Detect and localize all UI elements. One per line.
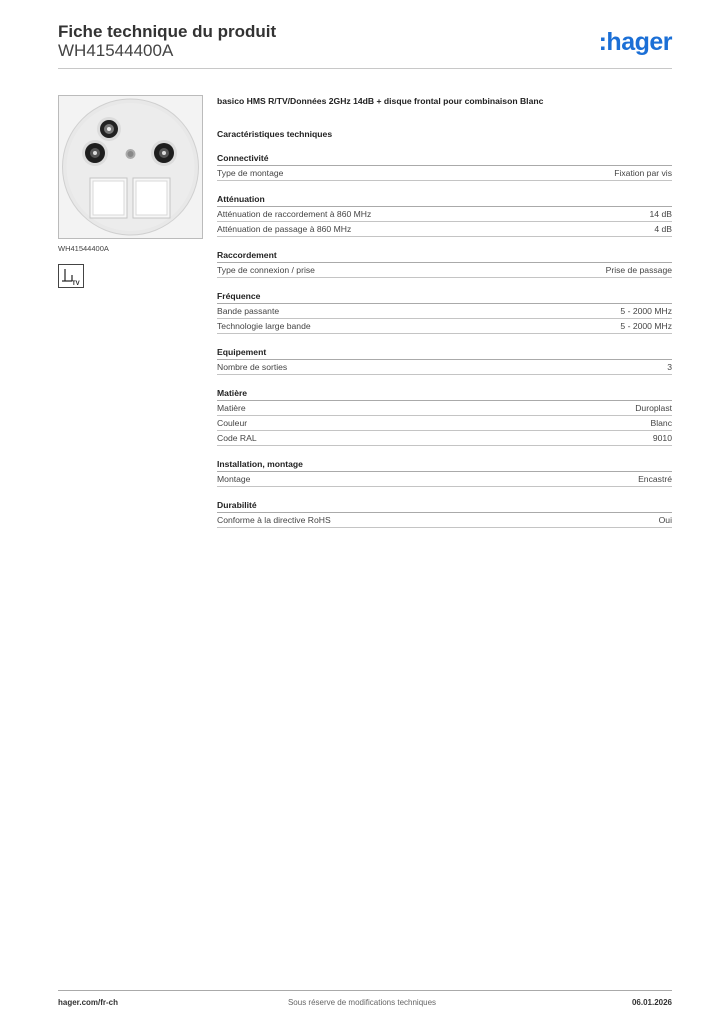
spec-value: Oui [658,515,672,525]
header-divider [58,68,672,69]
spec-row [217,513,672,528]
spec-value: Blanc [650,418,672,428]
spec-value: 9010 [652,433,672,443]
spec-label: Technologie large bande [217,321,311,331]
spec-group [217,458,672,487]
tv-symbol-icon [58,264,84,288]
spec-row [217,360,672,375]
spec-value: 5 - 2000 MHz [620,321,672,331]
product-reference: WH41544400A [58,41,174,60]
spec-label: Montage [217,474,251,484]
socket-illustration [59,96,202,238]
spec-group-title: Atténuation [217,193,672,207]
image-caption: WH41544400A [58,244,109,253]
spec-group [217,346,672,375]
spec-label: Matière [217,403,246,413]
spec-label: Nombre de sorties [217,362,288,372]
spec-value: 4 dB [654,224,672,234]
spec-label: Type de montage [217,168,284,178]
spec-group-title: Installation, montage [217,458,672,472]
spec-group [217,387,672,446]
spec-row [217,431,672,446]
product-content [217,95,672,528]
specs-title: Caractéristiques techniques [217,129,333,139]
spec-label: Code RAL [217,433,257,443]
spec-value: 5 - 2000 MHz [620,306,672,316]
spec-label: Bande passante [217,306,280,316]
page-title: Fiche technique du produit [58,22,277,41]
spec-label: Type de connexion / prise [217,265,315,275]
spec-group [217,290,672,334]
spec-label: Atténuation de passage à 860 MHz [217,224,352,234]
spec-row [217,401,672,416]
hager-logo: :hager [598,28,672,56]
footer-date: 06.01.2026 [631,998,672,1007]
spec-group-title: Raccordement [217,249,672,263]
spec-value: Prise de passage [605,265,672,275]
spec-label: Couleur [217,418,248,428]
spec-row [217,319,672,334]
product-name: basico HMS R/TV/Données 2GHz 14dB + disque frontal pour combinaison Blanc [217,96,544,106]
product-image [58,95,203,239]
spec-value: 3 [667,362,672,372]
footer-website[interactable]: hager.com/fr-ch [58,998,119,1007]
spec-groups [217,152,672,528]
spec-row [217,222,672,237]
spec-group [217,193,672,237]
spec-value: 14 dB [649,209,672,219]
spec-group [217,249,672,278]
footer-divider [58,990,672,991]
spec-group-title: Connectivité [217,152,672,166]
spec-label: Atténuation de raccordement à 860 MHz [217,209,372,219]
spec-label: Conforme à la directive RoHS [217,515,331,525]
spec-value: Fixation par vis [614,168,672,178]
spec-row [217,207,672,222]
spec-row [217,416,672,431]
spec-row [217,472,672,487]
page-header [58,20,672,70]
spec-row [217,304,672,319]
spec-group-title: Matière [217,387,672,401]
spec-row [217,166,672,181]
spec-row [217,263,672,278]
spec-value: Duroplast [635,403,672,413]
spec-group-title: Equipement [217,346,672,360]
spec-group [217,152,672,181]
spec-group-title: Fréquence [217,290,672,304]
spec-group [217,499,672,528]
footer-disclaimer: Sous réserve de modifications techniques [287,998,437,1007]
symbol-label: TV [72,281,80,287]
spec-group-title: Durabilité [217,499,672,513]
spec-value: Encastré [638,474,672,484]
